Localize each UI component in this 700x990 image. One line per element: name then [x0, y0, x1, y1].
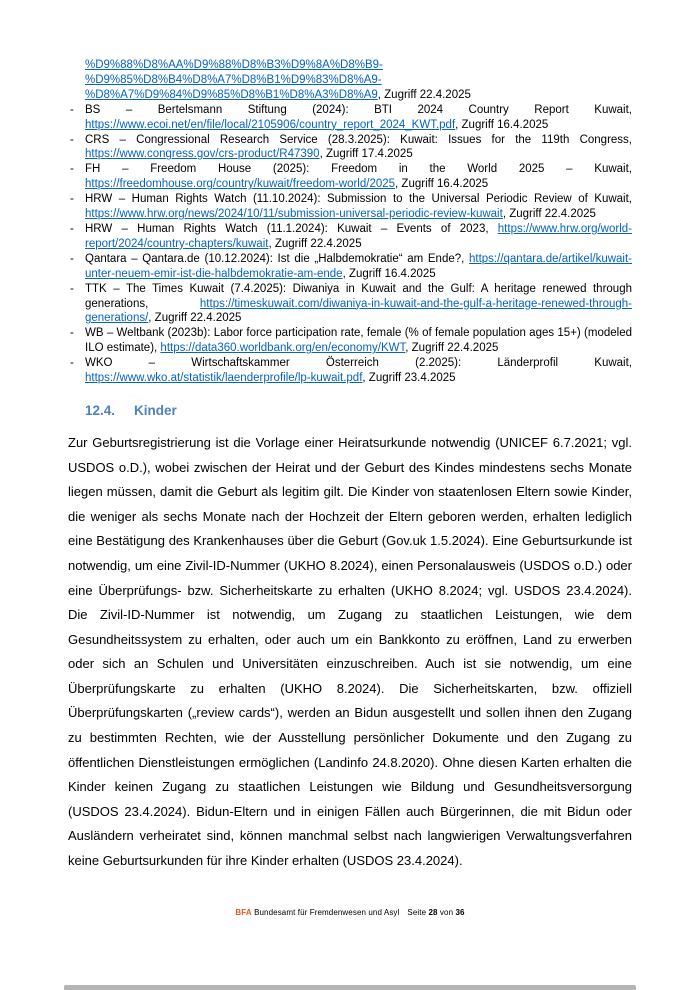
reference-text: BS – Bertelsmann Stiftung (2024): BTI 2024 Country Report Kuwait, [85, 103, 632, 116]
next-page-edge [64, 985, 636, 990]
reference-text: HRW – Human Rights Watch (11.10.2024): Submission to the Universal Periodic Review of Kuwait, [85, 193, 632, 206]
reference-link[interactable]: https://qantara.de/artikel/kuwait-unter-neuem-emir-ist-die-halbdemokratie-am-ende [85, 252, 632, 280]
list-dash: - [70, 163, 74, 176]
section-heading [68, 403, 632, 418]
reference-text: TTK – The Times Kuwait (7.4.2025): Diwaniya in Kuwait and the Gulf: A heritage renewed through generations, [85, 282, 632, 310]
list-dash: - [70, 193, 74, 206]
reference-link[interactable]: %D8%A7%D9%84%D9%85%D8%B1%D8%A3%D8%A9 [85, 88, 378, 101]
reference-text: , Zugriff 22.4.2025 [377, 88, 471, 101]
footer-page-current: 28 [428, 908, 438, 917]
reference-link[interactable]: %D9%88%D8%AA%D9%88%D8%B3%D9%8A%D8%B9- [85, 59, 383, 71]
page-footer [0, 908, 700, 917]
reference-link[interactable]: https://data360.worldbank.org/en/economy/KWT [160, 342, 406, 355]
reference-link[interactable]: %D9%85%D8%B4%D8%A7%D8%B1%D9%83%D8%A9- [85, 73, 382, 86]
reference-text: Qantara – Qantara.de (10.12.2024): Ist die „Halbdemokratie“ am Ende?, [85, 252, 469, 265]
list-dash: - [70, 222, 74, 235]
footer-org-name: Bundesamt für Fremdenwesen und Asyl [254, 908, 400, 917]
list-dash: - [70, 327, 74, 340]
document-page [68, 58, 632, 874]
reference-item [68, 222, 632, 252]
footer-org-abbr: BFA [235, 908, 252, 917]
reference-link[interactable]: https://www.wko.at/statistik/laenderprofile/lp-kuwait.pdf [85, 372, 363, 385]
reference-text: , Zugriff 22.4.2025 [268, 237, 362, 250]
references-list [68, 58, 632, 386]
reference-item [68, 58, 632, 103]
reference-text: WB – Weltbank (2023b): Labor force participation rate, female (% of female population ages 15+) (modeled ILO estimate), [85, 327, 632, 355]
reference-link[interactable]: https://www.congress.gov/crs-product/R47390 [85, 148, 320, 161]
list-dash: - [70, 103, 74, 116]
reference-text: , Zugriff 17.4.2025 [319, 148, 413, 161]
reference-link[interactable]: https://www.hrw.org/news/2024/10/11/submission-universal-periodic-review-kuwait [85, 208, 503, 221]
reference-link[interactable]: https://freedomhouse.org/country/kuwait/freedom-world/2025 [85, 178, 396, 191]
reference-text: , Zugriff 22.4.2025 [148, 312, 242, 325]
list-dash: - [70, 357, 74, 370]
section-title: Kinder [134, 402, 177, 418]
list-dash: - [70, 282, 74, 295]
reference-item [68, 192, 632, 222]
footer-of-label: von [439, 908, 454, 917]
reference-text: , Zugriff 22.4.2025 [405, 342, 499, 355]
reference-item [68, 282, 632, 327]
reference-text: , Zugriff 16.4.2025 [455, 118, 549, 131]
body-paragraph: Zur Geburtsregistrierung ist die Vorlage einer Heiratsurkunde notwendig (UNICEF 6.7.2021; vgl. USDOS o.D.), wobei zwischen der Heirat und der Geburt des Kindes mindestens sechs Monate liegen müssen, damit die Geburt als legitim gilt. Die Kinder von staatenlosen Eltern sowie Kinder, die weniger als sechs Monate nach der Hochzeit der Eltern geboren werden, erhalten lediglich eine Bestätigung des Krankenhauses über die Geburt (Gov.uk 1.5.2024). Eine Geburtsurkunde ist notwendig, um eine Zivil-ID-Nummer (UKHO 8.2024), einen Personalausweis (USDOS o.D.) oder eine Überprüfungs- bzw. Sicherheitskarte zu erhalten (UKHO 8.2024; vgl. USDOS 23.4.2024). Die Zivil-ID-Nummer ist notwendig, um Zugang zu staatlichen Leistungen, wie dem Gesundheitssystem zu erhalten, oder auch um ein Bankkonto zu eröffnen, Land zu erwerben oder sich an Schulen und Universitäten einzuschreiben. Auch ist sie notwendig, um eine Überprüfungskarte zu erhalten (UKHO 8.2024). Die Sicherheitskarten, bzw. offiziell Überprüfungskarten („review cards“), werden an Bidun ausgestellt und sollen ihnen den Zugang zu bestimmten Rechten, wie der Ausstellung persönlicher Dokumente und den Zugang zu öffentlichen Dienstleistungen ermöglichen (Landinfo 24.8.2020). Ohne diesen Karten erhalten die Kinder keinen Zugang zu staatlichen Leistungen wie Bildung und Gesundheitsversorgung (USDOS 23.4.2024). Bidun-Eltern und in einigen Fällen auch Bürgerinnen, die mit Bidun oder Ausländern verheiratet sind, können manchmal selbst nach langwierigen Verwaltungsverfahren keine Geburtsurkunden für ihre Kinder erhalten (USDOS 23.4.2024). [68, 434, 632, 869]
reference-text: , Zugriff 22.4.2025 [502, 208, 596, 221]
list-dash: - [70, 252, 74, 265]
reference-text: HRW – Human Rights Watch (11.1.2024): Kuwait – Events of 2023, [85, 222, 498, 235]
reference-text: FH – Freedom House (2025): Freedom in the World 2025 – Kuwait, [85, 163, 632, 176]
reference-text: WKO – Wirtschaftskammer Österreich (2.2025): Länderprofil Kuwait, [85, 357, 632, 370]
reference-link[interactable]: https://timeskuwait.com/diwaniya-in-kuwait-and-the-gulf-a-heritage-renewed-through-generations/ [85, 297, 632, 325]
reference-item [68, 103, 632, 133]
reference-link[interactable]: https://www.ecoi.net/en/file/local/2105906/country_report_2024_KWT.pdf [85, 118, 456, 131]
reference-item [68, 356, 632, 386]
footer-page-label: Seite [407, 908, 427, 917]
reference-item [68, 252, 632, 282]
reference-text: CRS – Congressional Research Service (28.3.2025): Kuwait: Issues for the 119th Congress, [85, 133, 632, 146]
reference-text: , Zugriff 16.4.2025 [342, 267, 436, 280]
reference-link[interactable]: https://www.hrw.org/world-report/2024/country-chapters/kuwait [85, 222, 632, 250]
reference-item [68, 133, 632, 163]
reference-text: , Zugriff 23.4.2025 [362, 372, 456, 385]
reference-text: , Zugriff 16.4.2025 [395, 178, 489, 191]
list-dash: - [70, 133, 74, 146]
reference-item [68, 162, 632, 192]
reference-item [68, 326, 632, 356]
footer-page-total: 36 [455, 908, 465, 917]
section-number: 12.4. [85, 402, 116, 418]
